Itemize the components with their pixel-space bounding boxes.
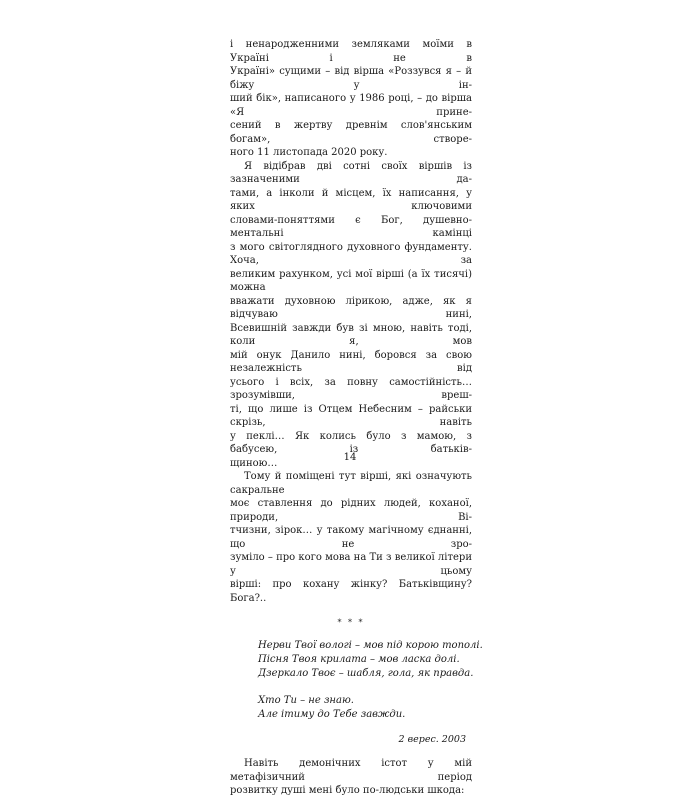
text-line: сений в жертву древнім слов'янським богам», створе- [230, 120, 472, 145]
poem-date: 2 верес. 2003 [398, 734, 466, 745]
text-line: тчизни, зірок… у такому магічному єднанні, що не зро- [230, 525, 472, 550]
text-line: мій онук Данило нині, боровся за свою незалежність від [230, 349, 472, 374]
text-line: великим рахунком, усі мої вірші (а їх тисячі) можна [230, 268, 472, 293]
section-separator: * * * [337, 618, 365, 627]
text-line: Україні» сущими – від вірша «Роззувся я – й біжу у ін- [230, 66, 472, 91]
paragraph-1 [230, 38, 472, 160]
text-line: моє ставлення до рідних людей, коханої, природи, Ві- [230, 498, 472, 523]
text-line: ті, що лише із Отцем Небесним – райськи скрізь, навіть [230, 403, 472, 428]
poem [258, 639, 483, 722]
text-line: вірші: про кохану жінку? Батьківщину? Бога?.. [230, 579, 472, 604]
text-line: усього і всіх, за повну самостійність… зрозумівши, вреш- [230, 376, 472, 401]
text-line: зуміло – про кого мова на Ти з великої літери у цьому [230, 552, 472, 577]
poem-line: Але ітиму до Тебе завжди. [258, 709, 406, 720]
page-number: 14 [343, 452, 357, 463]
text-line: розвитку душі мені було по-людськи шкода: [230, 785, 465, 796]
stanza-gap [258, 681, 472, 694]
text-line: Навіть демонічних істот у мій метафізичний період [230, 758, 472, 783]
text-line: щиною… [230, 457, 278, 469]
text-line: Тому й поміщені тут вірші, які означують сакральне [230, 471, 472, 496]
text-line: ший бік», написаного у 1986 році, – до вірша «Я прине- [230, 93, 472, 118]
poem-line: Пісня Твоя крилата – мов ласка долі. [258, 654, 460, 665]
paragraph-3 [230, 470, 472, 605]
paragraph-4 [230, 757, 472, 798]
poem-line: Дзеркало Твоє – шабля, гола, як правда. [258, 668, 474, 679]
text-line: Всевишній завжди був зі мною, навіть тоді, коли я, мов [230, 322, 472, 347]
poem-line: Хто Ти – не знаю. [258, 695, 354, 706]
poem-line: Нерви Твої вологі – мов під корою тополі. [258, 640, 483, 651]
text-line: ного 11 листопада 2020 року. [230, 147, 388, 158]
page-text-block [230, 38, 483, 798]
text-line: і ненародженними земляками моїми в Україні і не в [230, 39, 472, 64]
text-line: з мого світоглядного духовного фундаменту. Хоча, за [230, 241, 472, 266]
text-line: у пеклі… Як колись було з мамою, з бабусею, із батьків- [230, 430, 472, 455]
paragraph-2 [230, 160, 472, 471]
text-line: вважати духовною лірикою, адже, як я відчуваю нині, [230, 295, 472, 320]
text-line: Я відібрав дві сотні своїх віршів із зазначеними да- [230, 160, 472, 185]
text-line: словами-поняттями є Бог, душевно-ментальні камінці [230, 214, 472, 239]
text-line: тами, а інколи й місцем, їх написання, у яких ключовими [230, 187, 472, 212]
